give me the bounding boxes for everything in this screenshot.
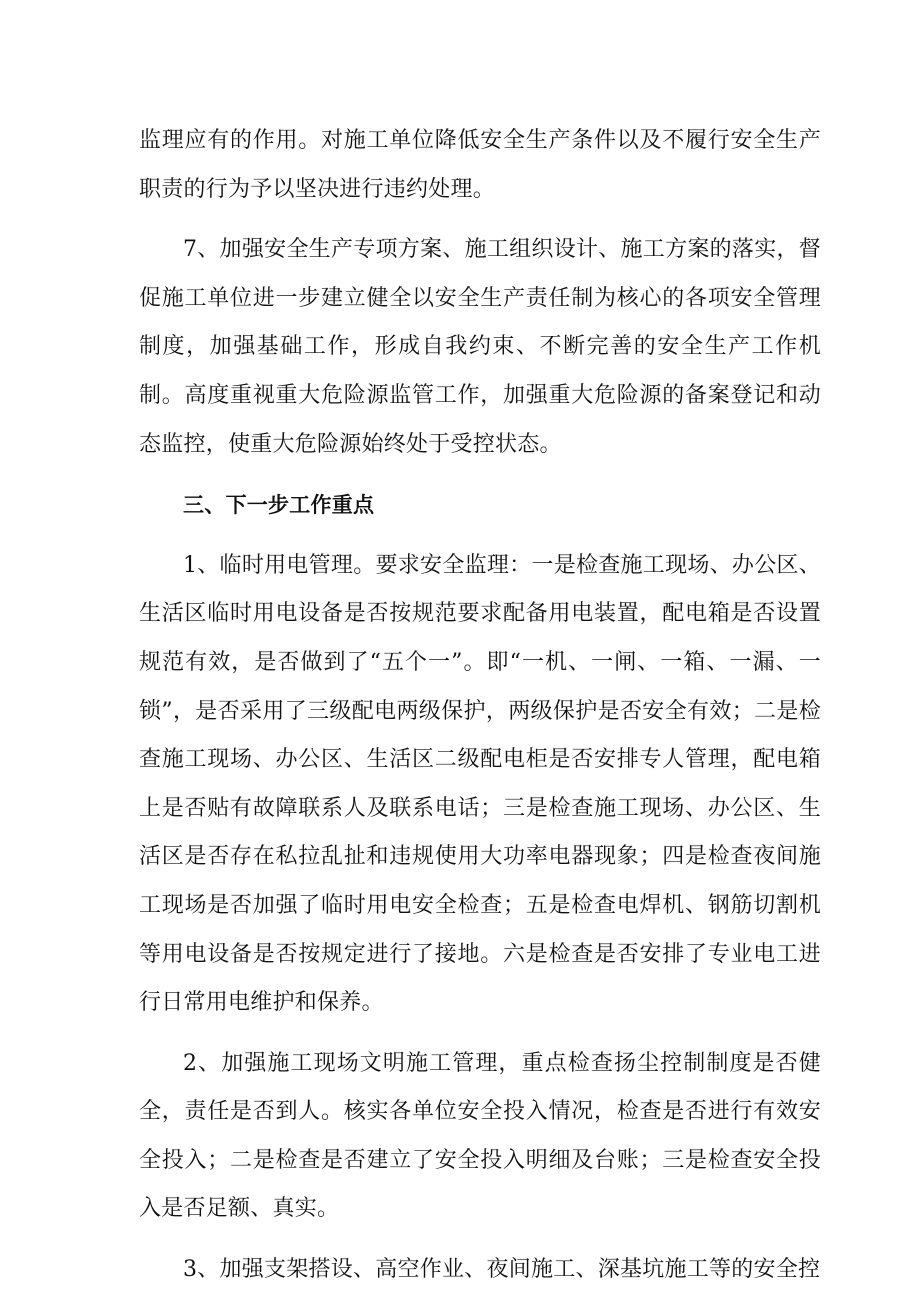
- paragraph-item-3-safety-control: 3、加强支架搭设、高空作业、夜间施工、深基坑施工等的安全控: [183, 1257, 821, 1283]
- paragraph-item-1-temporary-power: 1、临时用电管理。要求安全监理：一是检查施工现场、办公区、生活区临时用电设备是否按规范要求配备用电装置，配电箱是否设置规范有效，是否做到了“五个一”。即“一机、一闸、一箱、一漏、一锁”，是否采用了三级配电两级保护，两级保护是否安全有效；二是检查施工现场、办公区、生活区二级配电柜是否安排专人管理，配电箱上是否贴有故障联系人及联系电话；三是检查施工现场、办公区、生活区是否存在私拉乱扯和违规使用大功率电器现象；四是检查夜间施工现场是否加强了临时用电安全检查；五是检查电焊机、钢筋切割机等用电设备是否按规定进行了接地。六是检查是否安排了专业电工进行日常用电维护和保养。: [139, 552, 821, 1016]
- document-body: [139, 117, 821, 1295]
- paragraph-supervision-role: 监理应有的作用。对施工单位降低安全生产条件以及不履行安全生产职责的行为予以坚决进行违约处理。: [139, 128, 821, 202]
- paragraph-item-2-civilized-construction: 2、加强施工现场文明施工管理，重点检查扬尘控制制度是否健全，责任是否到人。核实各单位安全投入情况，检查是否进行有效安全投入；二是检查是否建立了安全投入明细及台账；三是检查安全投入是否足额、真实。: [139, 1050, 821, 1222]
- paragraph-item-7: 7、加强安全生产专项方案、施工组织设计、施工方案的落实，督促施工单位进一步建立健全以安全生产责任制为核心的各项安全管理制度，加强基础工作，形成自我约束、不断完善的安全生产工作机制。高度重视重大危险源监管工作，加强重大危险源的备案登记和动态监控，使重大危险源始终处于受控状态。: [139, 237, 821, 457]
- section-heading-next-steps: 三、下一步工作重点: [183, 493, 375, 518]
